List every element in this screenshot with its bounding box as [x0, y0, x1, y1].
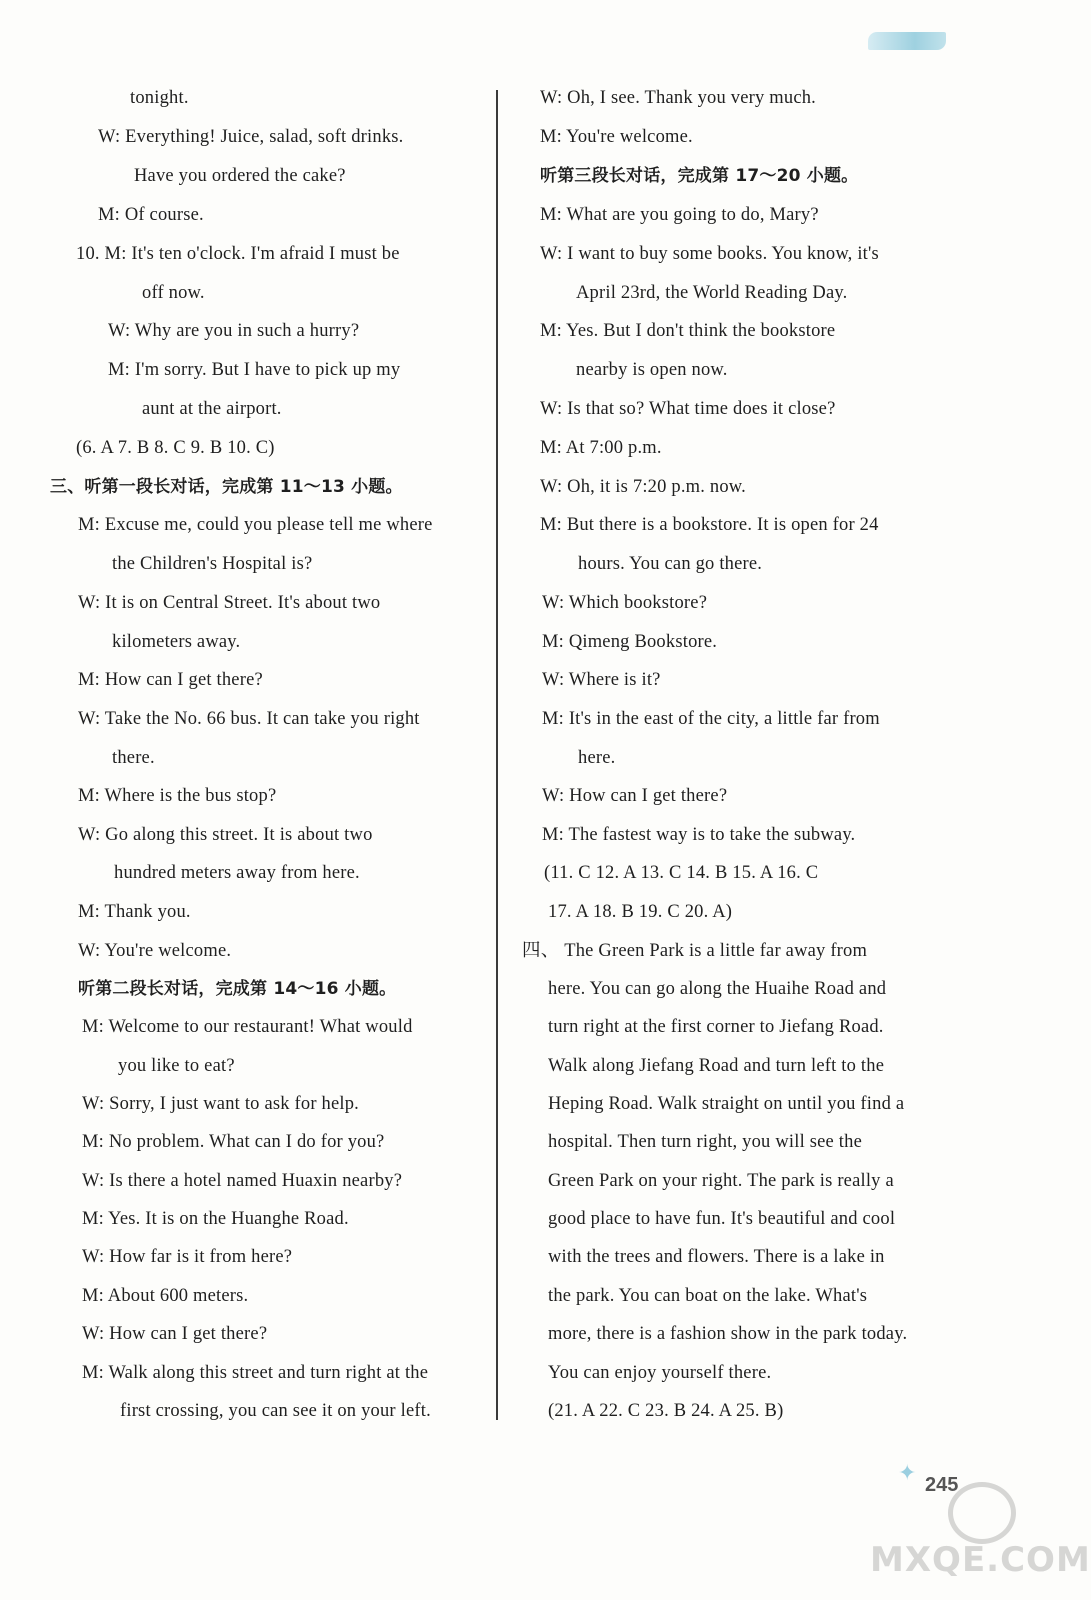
- left-text-line: you like to eat?: [118, 1056, 235, 1076]
- right-text-line: Walk along Jiefang Road and turn left to the: [548, 1056, 885, 1076]
- left-text-line: Have you ordered the cake?: [134, 166, 346, 186]
- right-text-line: good place to have fun. It's beautiful and cool: [548, 1209, 896, 1229]
- left-text-line: hundred meters away from here.: [114, 863, 360, 883]
- right-text-line: 17. A 18. B 19. C 20. A): [548, 902, 733, 922]
- left-text-line: W: Take the No. 66 bus. It can take you right: [78, 709, 420, 729]
- right-text-line: Green Park on your right. The park is really a: [548, 1171, 894, 1191]
- right-text-line: W: Is that so? What time does it close?: [540, 399, 836, 419]
- right-text-line: M: It's in the east of the city, a little far from: [542, 709, 880, 729]
- left-text-line: there.: [112, 748, 155, 768]
- right-text-line: nearby is open now.: [576, 360, 728, 380]
- fish-icon: ✦: [898, 1460, 917, 1485]
- left-text-line: M: Walk along this street and turn right at the: [82, 1363, 429, 1383]
- right-text-line: M: The fastest way is to take the subway.: [542, 825, 856, 845]
- right-text-line: 四、 The Green Park is a little far away from: [522, 941, 868, 961]
- right-text-line: M: You're welcome.: [540, 127, 693, 147]
- left-text-line: tonight.: [130, 88, 189, 108]
- header-decoration: [868, 32, 946, 50]
- right-text-line: more, there is a fashion show in the park today.: [548, 1324, 908, 1344]
- left-text-line: W: You're welcome.: [78, 941, 232, 961]
- section-heading: 听第二段长对话，完成第 14～16 小题。: [78, 979, 397, 999]
- left-text-line: (6. A 7. B 8. C 9. B 10. C): [76, 438, 275, 458]
- right-text-line: W: Oh, I see. Thank you very much.: [540, 88, 817, 108]
- left-text-line: 10. M: It's ten o'clock. I'm afraid I must be: [76, 244, 400, 264]
- left-text-line: M: About 600 meters.: [82, 1286, 249, 1306]
- right-text-line: M: Yes. But I don't think the bookstore: [540, 321, 836, 341]
- left-text-line: W: How can I get there?: [82, 1324, 268, 1344]
- left-text-line: M: Excuse me, could you please tell me where: [78, 515, 433, 535]
- right-text-line: (11. C 12. A 13. C 14. B 15. A 16. C: [544, 863, 819, 883]
- right-text-line: April 23rd, the World Reading Day.: [576, 283, 848, 303]
- watermark: MXQE.COM: [870, 1540, 1091, 1580]
- left-text-line: W: It is on Central Street. It's about two: [78, 593, 381, 613]
- right-text-line: W: I want to buy some books. You know, it's: [540, 244, 879, 264]
- left-text-line: W: Is there a hotel named Huaxin nearby?: [82, 1171, 403, 1191]
- left-text-line: M: Where is the bus stop?: [78, 786, 277, 806]
- left-text-line: M: How can I get there?: [78, 670, 263, 690]
- right-text-line: turn right at the first corner to Jiefang Road.: [548, 1017, 884, 1037]
- left-text-line: W: Everything! Juice, salad, soft drinks.: [98, 127, 404, 147]
- right-text-line: Heping Road. Walk straight on until you find a: [548, 1094, 905, 1114]
- right-text-line: hospital. Then turn right, you will see the: [548, 1132, 862, 1152]
- right-text-line: W: Where is it?: [542, 670, 661, 690]
- right-text-line: (21. A 22. C 23. B 24. A 25. B): [548, 1401, 784, 1421]
- page-number: 245: [925, 1474, 959, 1496]
- column-divider: [496, 90, 498, 1420]
- right-text-line: the park. You can boat on the lake. What's: [548, 1286, 868, 1306]
- right-text-line: here.: [578, 748, 616, 768]
- right-text-line: hours. You can go there.: [578, 554, 763, 574]
- left-text-line: aunt at the airport.: [142, 399, 282, 419]
- left-text-line: off now.: [142, 283, 205, 303]
- section-heading: 三、听第一段长对话，完成第 11～13 小题。: [50, 477, 403, 497]
- right-text-line: W: Which bookstore?: [542, 593, 708, 613]
- left-text-line: M: Thank you.: [78, 902, 191, 922]
- right-text-line: You can enjoy yourself there.: [548, 1363, 772, 1383]
- right-text-line: W: How can I get there?: [542, 786, 728, 806]
- left-text-line: M: No problem. What can I do for you?: [82, 1132, 385, 1152]
- right-text-line: W: Oh, it is 7:20 p.m. now.: [540, 477, 746, 497]
- left-text-line: W: Go along this street. It is about two: [78, 825, 373, 845]
- left-text-line: M: Yes. It is on the Huanghe Road.: [82, 1209, 349, 1229]
- left-text-line: first crossing, you can see it on your left.: [120, 1401, 431, 1421]
- right-text-line: M: But there is a bookstore. It is open for 24: [540, 515, 879, 535]
- left-text-line: M: Of course.: [98, 205, 204, 225]
- right-text-line: M: At 7:00 p.m.: [540, 438, 662, 458]
- right-text-line: with the trees and flowers. There is a lake in: [548, 1247, 885, 1267]
- left-text-line: the Children's Hospital is?: [112, 554, 313, 574]
- left-text-line: M: Welcome to our restaurant! What would: [82, 1017, 413, 1037]
- right-text-line: M: What are you going to do, Mary?: [540, 205, 819, 225]
- section-heading: 听第三段长对话，完成第 17～20 小题。: [540, 166, 859, 186]
- right-text-line: M: Qimeng Bookstore.: [542, 632, 718, 652]
- right-text-line: here. You can go along the Huaihe Road and: [548, 979, 887, 999]
- left-text-line: W: How far is it from here?: [82, 1247, 293, 1267]
- left-text-line: W: Sorry, I just want to ask for help.: [82, 1094, 359, 1114]
- left-text-line: kilometers away.: [112, 632, 241, 652]
- left-text-line: M: I'm sorry. But I have to pick up my: [108, 360, 401, 380]
- left-text-line: W: Why are you in such a hurry?: [108, 321, 360, 341]
- watermark-logo-icon: [948, 1482, 1016, 1544]
